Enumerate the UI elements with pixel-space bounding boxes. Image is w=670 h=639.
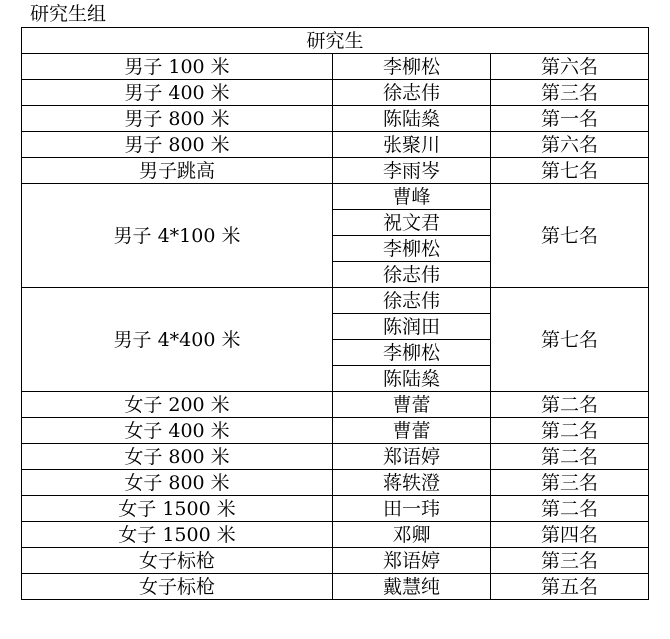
- place-cell: 第三名: [491, 470, 649, 496]
- place-cell: 第一名: [491, 106, 649, 132]
- place-cell: 第二名: [491, 444, 649, 470]
- place-cell: 第二名: [491, 418, 649, 444]
- athlete-name-cell: 陈陆燊: [333, 106, 491, 132]
- table-row: [22, 158, 649, 184]
- athlete-name-cell: 李柳松: [333, 236, 491, 262]
- place-cell: 第三名: [491, 80, 649, 106]
- athlete-name-cell: 李柳松: [333, 340, 491, 366]
- table-row: [22, 288, 649, 314]
- place-cell: 第五名: [491, 574, 649, 600]
- athlete-name-cell: 蒋轶澄: [333, 470, 491, 496]
- results-table-body: [22, 28, 649, 600]
- athlete-name-cell: 李雨岑: [333, 158, 491, 184]
- athlete-name-cell: 邓卿: [333, 522, 491, 548]
- place-cell: 第四名: [491, 522, 649, 548]
- event-cell: 男子 4*100 米: [22, 184, 333, 288]
- athlete-name-cell: 田一玮: [333, 496, 491, 522]
- athlete-name-cell: 徐志伟: [333, 262, 491, 288]
- event-cell: 男子 400 米: [22, 80, 333, 106]
- athlete-name-cell: 戴慧纯: [333, 574, 491, 600]
- place-cell: 第七名: [491, 288, 649, 392]
- athlete-name-cell: 郑语婷: [333, 548, 491, 574]
- athlete-name-cell: 曹峰: [333, 184, 491, 210]
- event-cell: 男子 4*400 米: [22, 288, 333, 392]
- athlete-name-cell: 徐志伟: [333, 288, 491, 314]
- event-cell: 男子 100 米: [22, 54, 333, 80]
- event-cell: 女子 1500 米: [22, 522, 333, 548]
- event-cell: 男子跳高: [22, 158, 333, 184]
- table-header-row: [22, 28, 649, 54]
- table-row: [22, 444, 649, 470]
- event-cell: 女子标枪: [22, 574, 333, 600]
- table-row: [22, 418, 649, 444]
- athlete-name-cell: 张聚川: [333, 132, 491, 158]
- event-cell: 男子 800 米: [22, 132, 333, 158]
- athlete-name-cell: 曹蕾: [333, 418, 491, 444]
- place-cell: 第二名: [491, 392, 649, 418]
- athlete-name-cell: 徐志伟: [333, 80, 491, 106]
- table-row: [22, 80, 649, 106]
- event-cell: 男子 800 米: [22, 106, 333, 132]
- section-heading: 研究生组: [30, 3, 107, 25]
- athlete-name-cell: 李柳松: [333, 54, 491, 80]
- table-row: [22, 496, 649, 522]
- table-row: [22, 184, 649, 210]
- place-cell: 第二名: [491, 496, 649, 522]
- event-cell: 女子标枪: [22, 548, 333, 574]
- table-row: [22, 54, 649, 80]
- table-row: [22, 470, 649, 496]
- table-row: [22, 574, 649, 600]
- event-cell: 女子 800 米: [22, 444, 333, 470]
- table-header: 研究生: [22, 28, 649, 54]
- event-cell: 女子 800 米: [22, 470, 333, 496]
- athlete-name-cell: 陈润田: [333, 314, 491, 340]
- place-cell: 第七名: [491, 158, 649, 184]
- place-cell: 第三名: [491, 548, 649, 574]
- table-row: [22, 522, 649, 548]
- place-cell: 第六名: [491, 54, 649, 80]
- place-cell: 第七名: [491, 184, 649, 288]
- event-cell: 女子 200 米: [22, 392, 333, 418]
- table-row: [22, 106, 649, 132]
- table-row: [22, 548, 649, 574]
- athlete-name-cell: 祝文君: [333, 210, 491, 236]
- table-row: [22, 132, 649, 158]
- event-cell: 女子 1500 米: [22, 496, 333, 522]
- athlete-name-cell: 陈陆燊: [333, 366, 491, 392]
- results-table: [21, 27, 649, 600]
- event-cell: 女子 400 米: [22, 418, 333, 444]
- athlete-name-cell: 曹蕾: [333, 392, 491, 418]
- place-cell: 第六名: [491, 132, 649, 158]
- table-row: [22, 392, 649, 418]
- athlete-name-cell: 郑语婷: [333, 444, 491, 470]
